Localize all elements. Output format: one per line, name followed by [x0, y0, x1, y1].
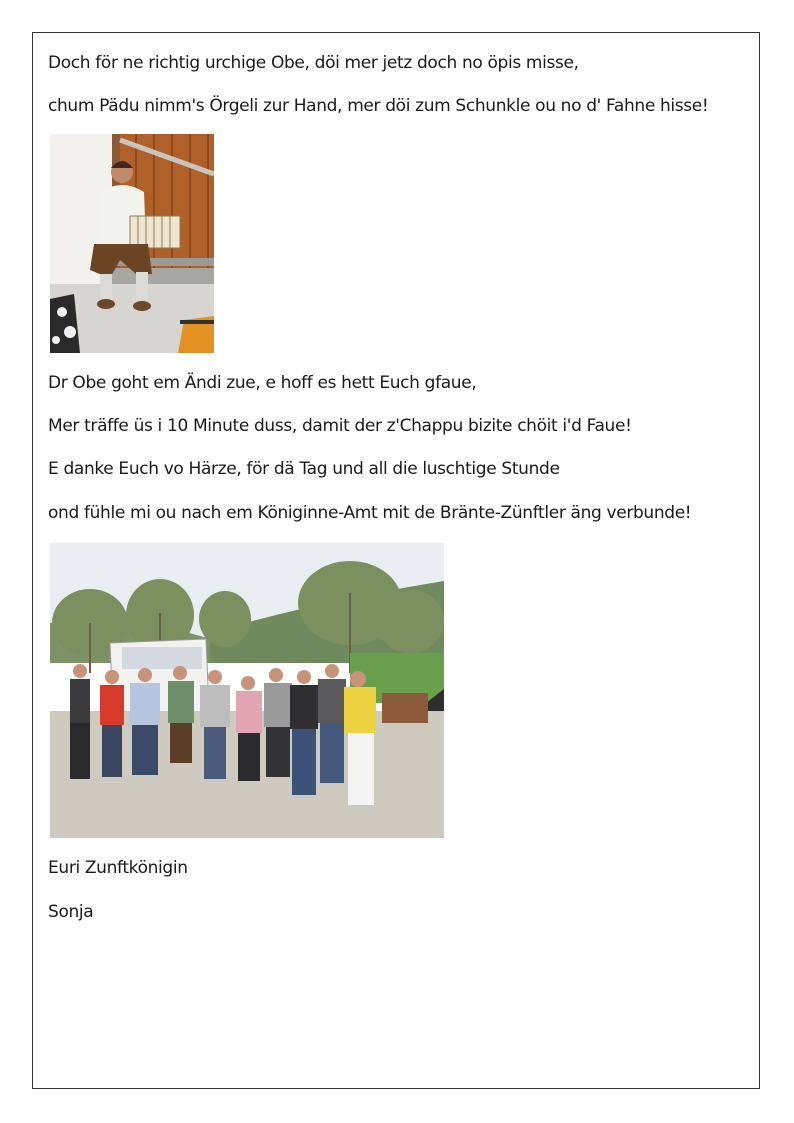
text-line-1: Doch för ne richtig urchige Obe, döi mer jetz doch no öpis misse, [48, 53, 579, 73]
accordion-player-photo [50, 134, 214, 353]
signature-name: Sonja [48, 902, 94, 922]
text-line-6: ond fühle mi ou nach em Königinne-Amt mit de Bränte-Zünftler äng verbunde! [48, 503, 692, 523]
group-photo [50, 543, 444, 838]
text-line-3: Dr Obe goht em Ändi zue, e hoff es hett Euch gfaue, [48, 373, 477, 393]
text-line-2: chum Pädu nimm's Örgeli zur Hand, mer döi zum Schunkle ou no d' Fahne hisse! [48, 96, 709, 116]
text-line-4: Mer träffe üs i 10 Minute duss, damit der z'Chappu bizite chöit i'd Faue! [48, 416, 632, 436]
text-line-5: E danke Euch vo Härze, för dä Tag und all die luschtige Stunde [48, 459, 560, 479]
closing-line: Euri Zunftkönigin [48, 858, 188, 878]
